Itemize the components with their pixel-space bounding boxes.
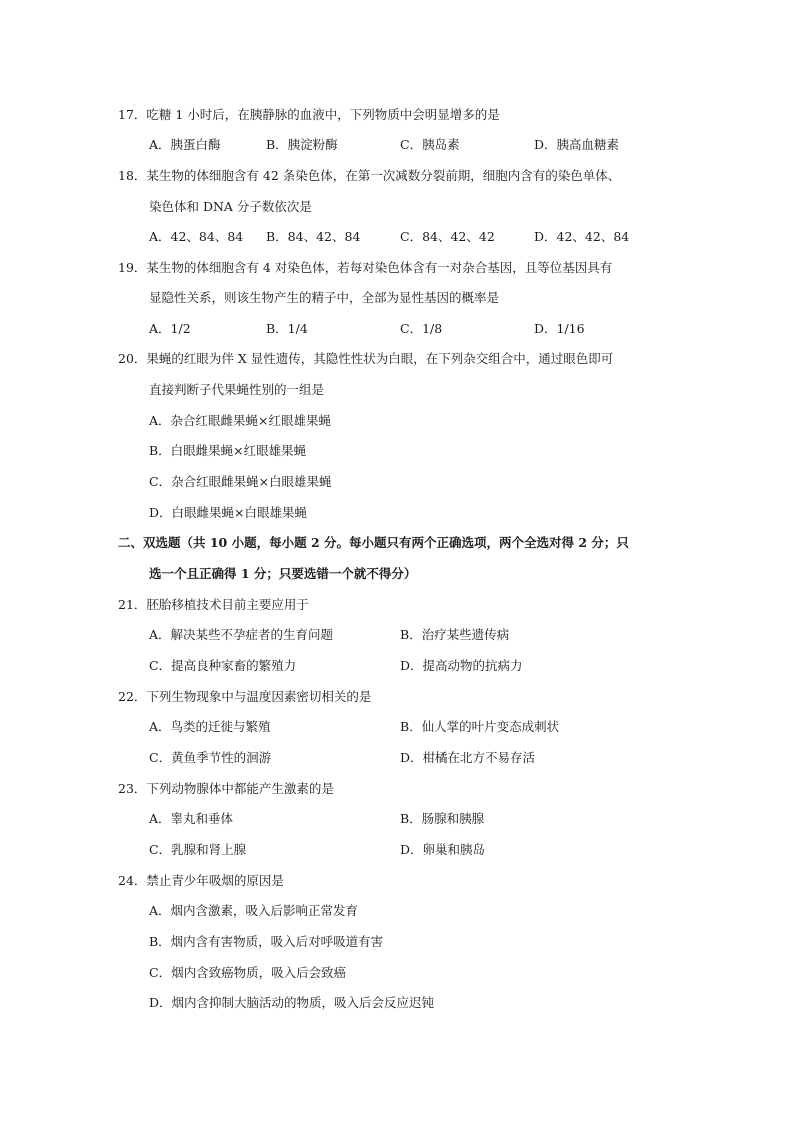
question-20-option-c: C．杂合红眼雌果蝇×白眼雄果蝇 xyxy=(149,474,332,489)
question-19-option-a: A．1/2 xyxy=(149,321,191,336)
question-24-option-b: B．烟内含有害物质，吸入后对呼吸道有害 xyxy=(149,934,384,949)
question-21-option-d: D．提高动物的抗病力 xyxy=(400,658,523,673)
question-24-option-a: A．烟内含激素，吸入后影响正常发育 xyxy=(149,903,359,918)
question-21-option-c: C．提高良种家畜的繁殖力 xyxy=(149,658,297,673)
question-20-stem-line2: 直接判断子代果蝇性别的一组是 xyxy=(149,382,325,397)
question-19-stem-line2: 显隐性关系，则该生物产生的精子中，全部为显性基因的概率是 xyxy=(149,290,500,305)
question-23-stem: 23．下列动物腺体中都能产生激素的是 xyxy=(118,781,334,796)
question-22-option-c: C．黄鱼季节性的洄游 xyxy=(149,750,272,765)
section-two-heading-line1: 二、双选题（共 10 小题，每小题 2 分。每小题只有两个正确选项，两个全选对得 2 分；只 xyxy=(118,535,629,550)
question-21-option-b: B．治疗某些遗传病 xyxy=(400,627,510,642)
question-20-option-b: B．白眼雌果蝇×红眼雄果蝇 xyxy=(149,443,307,458)
question-22-option-d: D．柑橘在北方不易存活 xyxy=(400,750,536,765)
question-17-stem: 17．吃糖 1 小时后，在胰静脉的血液中，下列物质中会明显增多的是 xyxy=(118,107,500,122)
question-23-option-a: A．睾丸和垂体 xyxy=(149,811,234,826)
question-17-option-c: C．胰岛素 xyxy=(400,137,460,152)
question-18-option-a: A．42、84、84 xyxy=(149,229,244,244)
question-17-option-d: D．胰高血糖素 xyxy=(534,137,620,152)
question-20-option-a: A．杂合红眼雌果蝇×红眼雄果蝇 xyxy=(149,413,332,428)
question-23-option-d: D．卵巢和胰岛 xyxy=(400,842,486,857)
question-18-option-b: B．84、42、84 xyxy=(266,229,361,244)
question-18-stem-line2: 染色体和 DNA 分子数依次是 xyxy=(149,199,312,214)
question-19-stem-line1: 19．某生物的体细胞含有 4 对染色体，若每对染色体含有一对杂合基因，且等位基因具有 xyxy=(118,260,613,275)
question-17-option-a: A．胰蛋白酶 xyxy=(149,137,221,152)
question-22-stem: 22．下列生物现象中与温度因素密切相关的是 xyxy=(118,689,372,704)
question-17-option-b: B．胰淀粉酶 xyxy=(266,137,338,152)
question-21-option-a: A．解决某些不孕症者的生育问题 xyxy=(149,627,334,642)
question-18-stem-line1: 18．某生物的体细胞含有 42 条染色体，在第一次减数分裂前期，细胞内含有的染色单体、 xyxy=(118,168,621,183)
question-24-stem: 24．禁止青少年吸烟的原因是 xyxy=(118,873,284,888)
question-19-option-b: B．1/4 xyxy=(266,321,308,336)
question-19-option-d: D．1/16 xyxy=(534,321,585,336)
question-18-option-c: C．84、42、42 xyxy=(400,229,495,244)
section-two-heading-line2: 选一个且正确得 1 分；只要选错一个就不得分） xyxy=(149,566,417,581)
question-18-option-d: D．42、42、84 xyxy=(534,229,630,244)
question-24-option-d: D．烟内含抑制大脑活动的物质，吸入后会反应迟钝 xyxy=(149,995,435,1010)
question-23-option-b: B．肠腺和胰腺 xyxy=(400,811,485,826)
question-22-option-b: B．仙人掌的叶片变态成刺状 xyxy=(400,719,560,734)
question-23-option-c: C．乳腺和肾上腺 xyxy=(149,842,247,857)
question-20-option-d: D．白眼雌果蝇×白眼雄果蝇 xyxy=(149,505,307,520)
question-20-stem-line1: 20．果蝇的红眼为伴 X 显性遗传，其隐性性状为白眼，在下列杂交组合中，通过眼色即可 xyxy=(118,351,614,366)
question-19-option-c: C．1/8 xyxy=(400,321,443,336)
question-24-option-c: C．烟内含致癌物质，吸入后会致癌 xyxy=(149,965,347,980)
question-22-option-a: A．鸟类的迁徙与繁殖 xyxy=(149,719,271,734)
question-21-stem: 21．胚胎移植技术目前主要应用于 xyxy=(118,597,309,612)
